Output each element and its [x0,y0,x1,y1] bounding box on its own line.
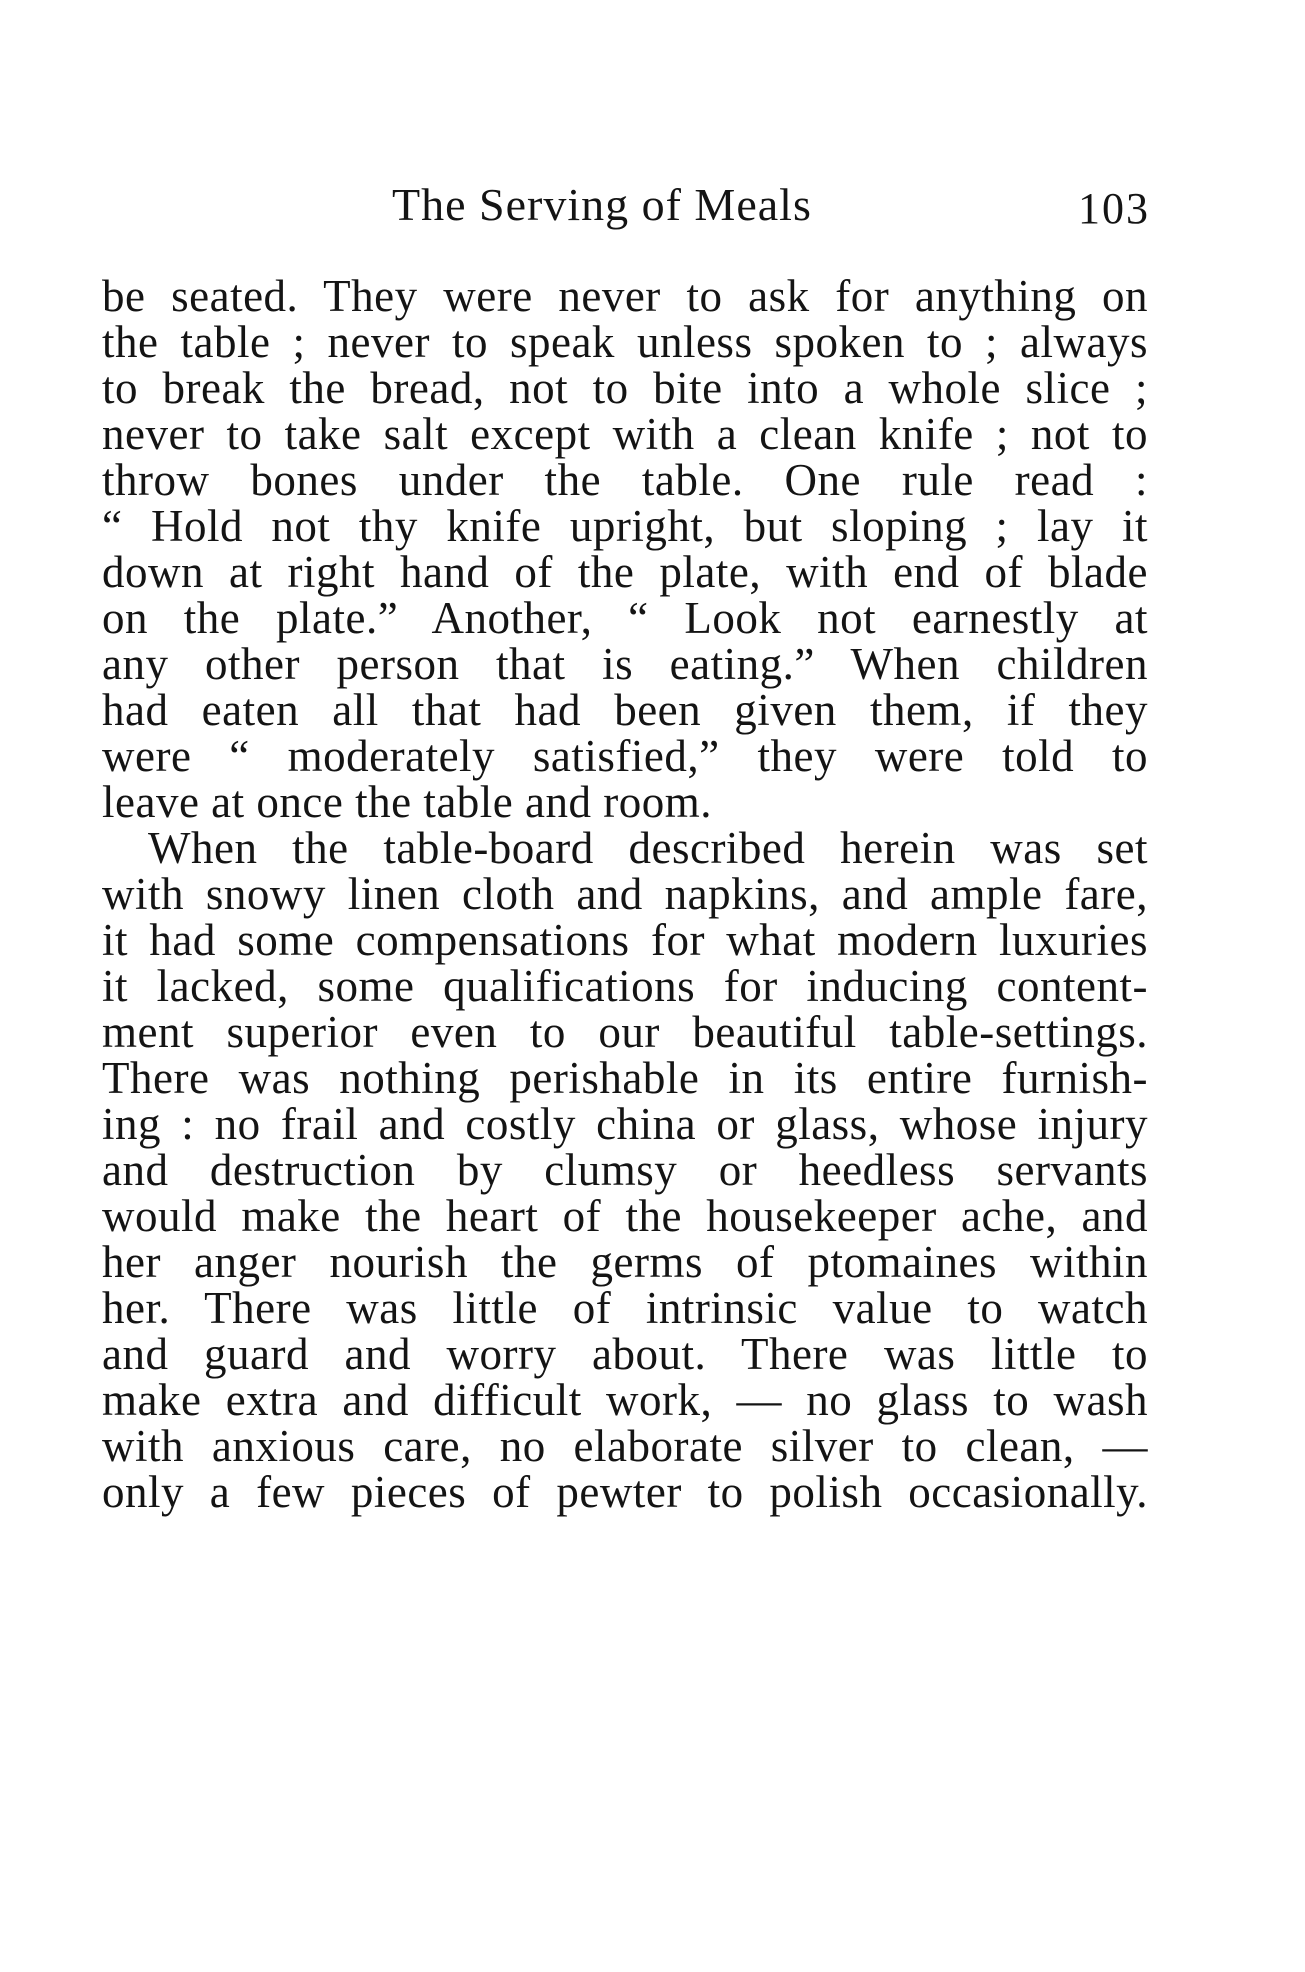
text-line: the table ; never to speak unless spoken to ; always [102,317,1148,367]
text-line: be seated. They were never to ask for anything on [102,271,1148,321]
text-line: ing : no frail and costly china or glass, whose injury [102,1099,1148,1149]
text-line: There was nothing perishable in its entire furnish- [102,1053,1148,1103]
text-line: on the plate.” Another, “ Look not earnestly at [102,593,1148,643]
running-title: The Serving of Meals [392,179,812,230]
text-line: throw bones under the table. One rule read : [102,455,1148,505]
running-head [0,175,1305,235]
text-line: had eaten all that had been given them, if they [102,685,1148,735]
text-line: and guard and worry about. There was little to [102,1329,1148,1379]
text-line: leave at once the table and room. [102,777,712,827]
text-line: were “ moderately satisfied,” they were told to [102,731,1148,781]
text-line: with snowy linen cloth and napkins, and ample fare, [102,869,1148,919]
text-line: ment superior even to our beautiful table-settings. [102,1007,1148,1057]
text-line: her anger nourish the germs of ptomaines within [102,1237,1148,1287]
text-line: and destruction by clumsy or heedless servants [102,1145,1148,1195]
text-line: only a few pieces of pewter to polish occasionally. [102,1467,1148,1517]
text-line: any other person that is eating.” When children [102,639,1148,689]
text-line: with anxious care, no elaborate silver to clean, — [102,1421,1148,1471]
text-line: would make the heart of the housekeeper ache, and [102,1191,1148,1241]
text-line: down at right hand of the plate, with end of blade [102,547,1148,597]
text-line: “ Hold not thy knife upright, but sloping ; lay it [102,501,1148,551]
text-line: her. There was little of intrinsic value to watch [102,1283,1148,1333]
text-line: to break the bread, not to bite into a whole slice ; [102,363,1148,413]
page-number: 103 [1078,184,1150,233]
text-line: never to take salt except with a clean knife ; not to [102,409,1148,459]
text-line: When the table-board described herein was set [148,823,1148,873]
text-line: it had some compensations for what modern luxuries [102,915,1148,965]
text-line: it lacked, some qualifications for inducing content- [102,961,1148,1011]
text-line: make extra and difficult work, — no glass to wash [102,1375,1148,1425]
